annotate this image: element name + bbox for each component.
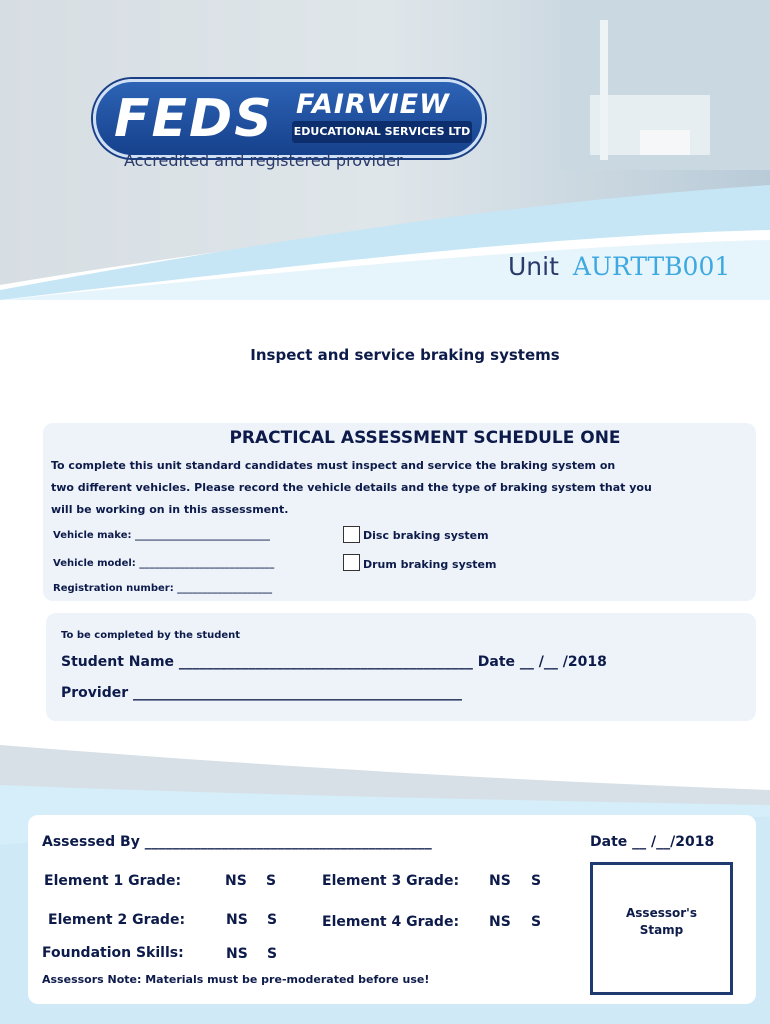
assessment-date-field[interactable]: Date __ /__/2018 <box>590 834 715 850</box>
student-note: To be completed by the student <box>61 630 241 641</box>
element-2-s[interactable]: S <box>267 912 278 928</box>
logo-tagline: EDUCATIONAL SERVICES LTD <box>292 121 472 143</box>
element-4-ns[interactable]: NS <box>489 914 511 930</box>
student-name-field[interactable]: Student Name __________________________________________ Date __ /__ /2018 <box>61 654 607 670</box>
unit-label: Unit <box>508 252 559 281</box>
element-4-s[interactable]: S <box>531 914 542 930</box>
foundation-ns[interactable]: NS <box>226 946 248 962</box>
drum-braking-checkbox[interactable] <box>343 554 360 571</box>
registration-field[interactable]: Registration number: ___________________ <box>53 583 273 594</box>
accredited-text: Accredited and registered provider <box>124 151 403 170</box>
element-4-label: Element 4 Grade: <box>322 914 460 930</box>
instruction-line-3: will be working on in this assessment. <box>51 503 289 516</box>
element-2-ns[interactable]: NS <box>226 912 248 928</box>
assessor-stamp-label: Assessor's Stamp <box>626 906 697 937</box>
element-3-s[interactable]: S <box>531 873 542 889</box>
element-1-s[interactable]: S <box>266 873 277 889</box>
element-2-label: Element 2 Grade: <box>48 912 186 928</box>
unit-heading <box>508 252 730 281</box>
page-subtitle: Inspect and service braking systems <box>250 346 560 364</box>
assessed-by-field[interactable]: Assessed By _________________________________________ <box>42 834 432 850</box>
instruction-line-1: To complete this unit standard candidates must inspect and service the braking system on <box>51 459 616 472</box>
drum-braking-label: Drum braking system <box>363 558 497 571</box>
vehicle-make-field[interactable]: Vehicle make: ___________________________ <box>53 530 270 541</box>
foundation-s[interactable]: S <box>267 946 278 962</box>
assessor-stamp-box <box>590 862 733 995</box>
vehicle-model-field[interactable]: Vehicle model: ___________________________ <box>53 558 275 569</box>
logo-name: FAIRVIEW <box>296 89 450 120</box>
feds-logo <box>93 79 485 158</box>
element-1-label: Element 1 Grade: <box>44 873 182 889</box>
instruction-line-2: two different vehicles. Please record the vehicle details and the type of braking system that you <box>51 481 652 494</box>
unit-code: AURTTB001 <box>572 252 731 281</box>
foundation-skills-label: Foundation Skills: <box>42 945 184 961</box>
element-3-ns[interactable]: NS <box>489 873 511 889</box>
provider-field[interactable]: Provider _______________________________________________ <box>61 685 463 701</box>
disc-braking-checkbox[interactable] <box>343 526 360 543</box>
logo-brand: FEDS <box>114 89 274 149</box>
element-3-label: Element 3 Grade: <box>322 873 460 889</box>
element-1-ns[interactable]: NS <box>225 873 247 889</box>
schedule-title: PRACTICAL ASSESSMENT SCHEDULE ONE <box>229 428 621 448</box>
assessor-note: Assessors Note: Materials must be pre-moderated before use! <box>42 973 430 986</box>
disc-braking-label: Disc braking system <box>363 529 489 542</box>
